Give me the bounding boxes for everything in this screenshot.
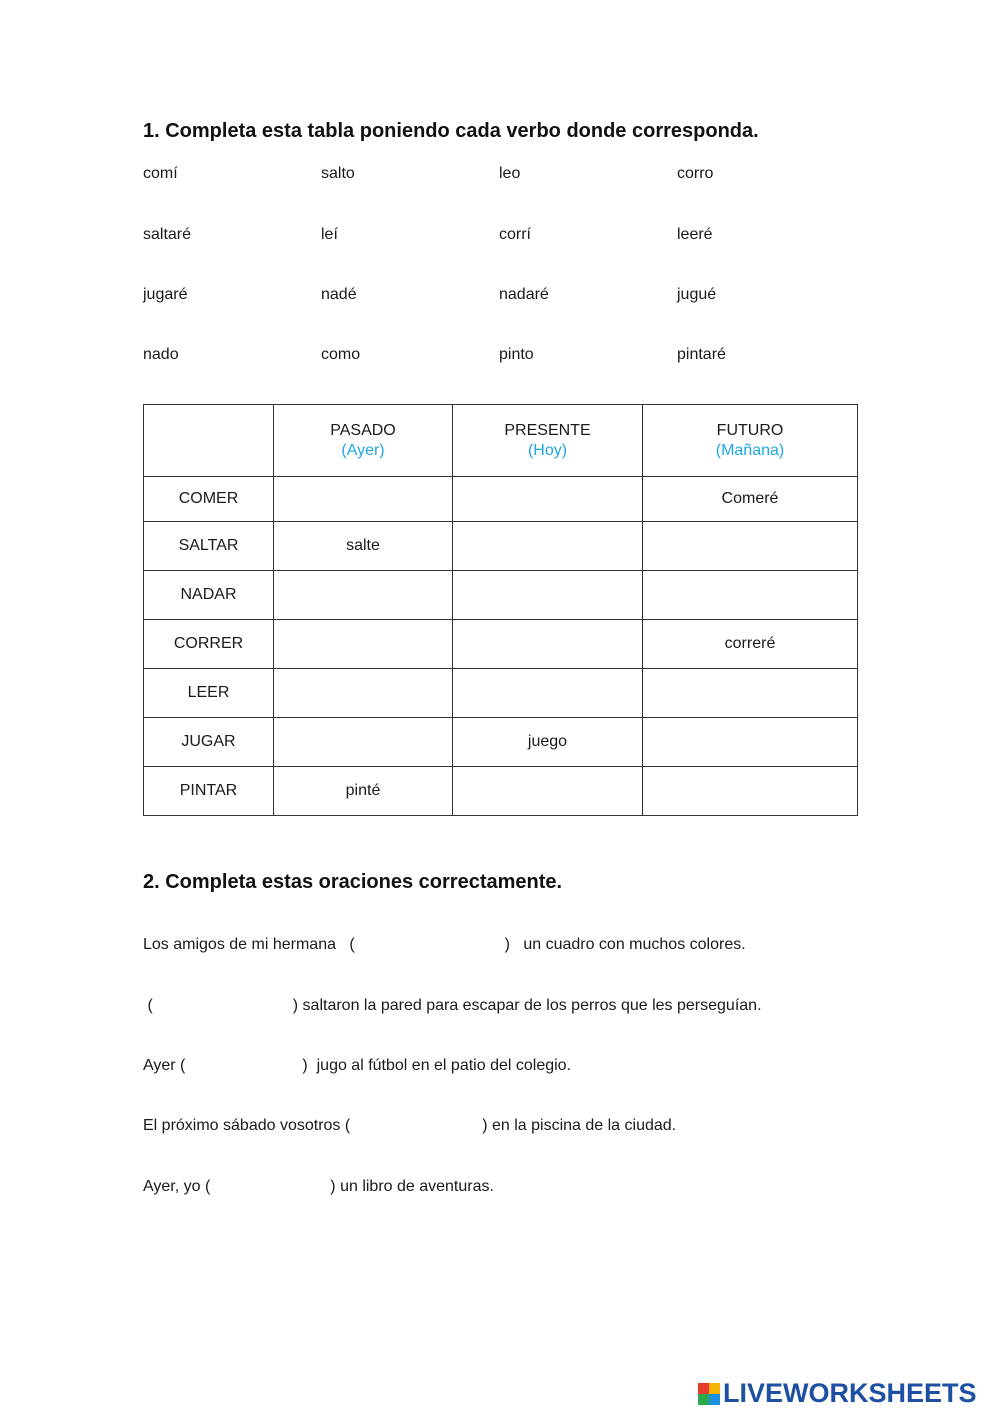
verb-cell: CORRER	[144, 620, 274, 669]
header-label: FUTURO	[716, 421, 784, 439]
answer-cell[interactable]: correré	[643, 620, 858, 669]
table-row	[144, 620, 858, 669]
word-bank-item: corrí	[499, 226, 531, 243]
answer-cell[interactable]	[643, 718, 858, 767]
verb-cell: LEER	[144, 669, 274, 718]
answer-cell[interactable]	[274, 571, 453, 620]
sentence	[143, 1117, 676, 1135]
verb-cell: PINTAR	[144, 767, 274, 816]
header-sub: (Hoy)	[527, 441, 568, 459]
table-row	[144, 522, 858, 571]
answer-cell[interactable]	[643, 522, 858, 571]
answer-cell[interactable]: pinté	[274, 767, 453, 816]
section-1-title: 1. Completa esta tabla poniendo cada verbo donde corresponda.	[143, 120, 759, 142]
word-bank-item: pinto	[499, 346, 534, 363]
word-bank-item: leí	[321, 226, 338, 243]
answer-cell[interactable]	[453, 620, 643, 669]
sentence-after: ) un libro de aventuras.	[330, 1178, 494, 1195]
word-bank-item: jugaré	[143, 286, 188, 303]
table-row	[144, 477, 858, 522]
answer-cell[interactable]	[274, 477, 453, 522]
word-bank-item: corro	[677, 165, 714, 182]
answer-cell[interactable]: salte	[274, 522, 453, 571]
answer-cell[interactable]	[643, 767, 858, 816]
word-bank-item: pintaré	[677, 346, 726, 363]
sentence-before: Los amigos de mi hermana (	[143, 936, 355, 953]
answer-cell[interactable]	[643, 669, 858, 718]
answer-cell[interactable]	[274, 718, 453, 767]
table-header-futuro	[643, 405, 858, 477]
verb-cell: SALTAR	[144, 522, 274, 571]
verb-cell: NADAR	[144, 571, 274, 620]
liveworksheets-logo-icon	[698, 1383, 720, 1405]
word-bank-item: jugué	[677, 286, 717, 303]
answer-cell[interactable]	[274, 620, 453, 669]
sentence	[143, 1057, 571, 1075]
word-bank-item: nado	[143, 346, 179, 363]
answer-cell[interactable]	[453, 522, 643, 571]
answer-cell[interactable]	[453, 571, 643, 620]
sentence	[143, 936, 746, 954]
answer-cell[interactable]	[274, 669, 453, 718]
sentence-after: ) saltaron la pared para escapar de los perros que les perseguían.	[292, 997, 762, 1014]
sentence-after: ) jugo al fútbol en el patio del colegio.	[302, 1057, 572, 1074]
word-bank-item: como	[321, 346, 361, 363]
answer-cell[interactable]	[453, 767, 643, 816]
sentence-before: El próximo sábado vosotros (	[143, 1117, 351, 1134]
word-bank-item: salto	[321, 165, 355, 182]
answer-cell[interactable]	[453, 477, 643, 522]
table-header-pasado	[274, 405, 453, 477]
table-row	[144, 718, 858, 767]
answer-cell[interactable]: Comeré	[643, 477, 858, 522]
word-bank-item: nadé	[321, 286, 357, 303]
header-sub: (Ayer)	[341, 441, 385, 459]
table-header-presente	[453, 405, 643, 477]
table-header-row	[144, 405, 858, 477]
table-row	[144, 571, 858, 620]
answer-cell[interactable]	[453, 669, 643, 718]
answer-cell[interactable]	[643, 571, 858, 620]
liveworksheets-logo	[698, 1378, 977, 1409]
verb-cell: COMER	[144, 477, 274, 522]
table-row	[144, 669, 858, 718]
sentence	[143, 1178, 494, 1196]
header-label: PASADO	[330, 421, 396, 439]
table-row	[144, 767, 858, 816]
verb-table	[143, 404, 858, 816]
word-bank-item: leo	[499, 165, 521, 182]
sentence-before: Ayer (	[143, 1057, 186, 1074]
table-header-empty	[144, 405, 274, 477]
sentence	[143, 997, 762, 1015]
answer-cell[interactable]: juego	[453, 718, 643, 767]
sentence-before: Ayer, yo (	[143, 1178, 211, 1195]
word-bank-item: leeré	[677, 226, 713, 243]
word-bank-item: saltaré	[143, 226, 192, 243]
verb-cell: JUGAR	[144, 718, 274, 767]
logo-text: LIVEWORKSHEETS	[723, 1378, 977, 1408]
word-bank-item: comí	[143, 165, 178, 182]
header-label: PRESENTE	[504, 421, 591, 439]
sentence-after: ) en la piscina de la ciudad.	[482, 1117, 677, 1134]
sentence-before: (	[143, 997, 153, 1014]
section-2-title: 2. Completa estas oraciones correctamente.	[143, 871, 563, 893]
sentence-after: ) un cuadro con muchos colores.	[504, 936, 746, 953]
header-sub: (Mañana)	[715, 441, 785, 459]
word-bank-item: nadaré	[499, 286, 549, 303]
